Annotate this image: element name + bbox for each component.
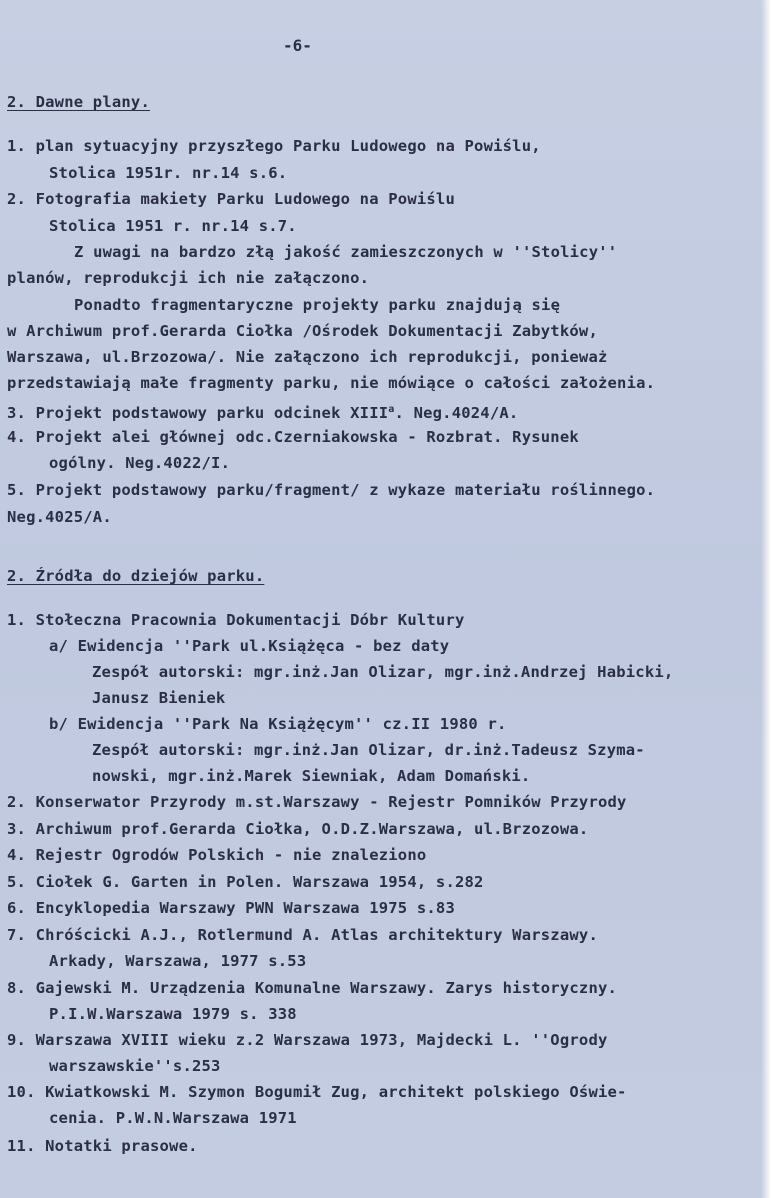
text-line: 7. Chróścicki A.J., Rotlermund A. Atlas architektury Warszawy. <box>7 926 598 944</box>
text-line: Ponadto fragmentaryczne projekty parku znajdują się <box>74 296 561 314</box>
text-line: przedstawiają małe fragmenty parku, nie mówiące o całości założenia. <box>7 374 656 392</box>
text-line: P.I.W.Warszawa 1979 s. 338 <box>49 1005 297 1023</box>
text-line: cenia. P.W.N.Warszawa 1971 <box>49 1109 297 1127</box>
text-line: Warszawa, ul.Brzozowa/. Nie załączono ich reprodukcji, ponieważ <box>7 348 608 366</box>
text-line: 11. Notatki prasowe. <box>7 1137 198 1155</box>
text-line: 2. Konserwator Przyrody m.st.Warszawy - Rejestr Pomników Przyrody <box>7 793 627 811</box>
paper-edge <box>761 0 771 1198</box>
text-line: Zespół autorski: mgr.inż.Jan Olizar, mgr.inż.Andrzej Habicki, <box>92 663 674 681</box>
text-line: Janusz Bieniek <box>92 689 226 707</box>
text-line: 4. Projekt alei głównej odc.Czerniakowska - Rozbrat. Rysunek <box>7 428 579 446</box>
text-line: 6. Encyklopedia Warszawy PWN Warszawa 1975 s.83 <box>7 899 455 917</box>
text-line: 10. Kwiatkowski M. Szymon Bogumił Zug, architekt polskiego Oświe- <box>7 1083 627 1101</box>
page-number: -6- <box>283 36 312 55</box>
text-line: planów, reprodukcji ich nie załączono. <box>7 269 370 287</box>
text-line: Stolica 1951 r. nr.14 s.7. <box>49 217 297 235</box>
text-line: a/ Ewidencja ''Park ul.Książęca - bez daty <box>49 637 450 655</box>
text-line: 1. plan sytuacyjny przyszłego Parku Ludowego na Powiślu, <box>7 137 541 155</box>
section-heading: 2. Źródła do dziejów parku. <box>7 567 265 585</box>
text-line: Neg.4025/A. <box>7 508 112 526</box>
section-heading: 2. Dawne plany. <box>7 93 150 111</box>
text-line: ogólny. Neg.4022/I. <box>49 454 231 472</box>
text-line: w Archiwum prof.Gerarda Ciołka /Ośrodek Dokumentacji Zabytków, <box>7 322 598 340</box>
text-line: 4. Rejestr Ogrodów Polskich - nie znaleziono <box>7 846 427 864</box>
text-line: 5. Ciołek G. Garten in Polen. Warszawa 1954, s.282 <box>7 873 484 891</box>
text-line: warszawskie''s.253 <box>49 1057 221 1075</box>
text-line: b/ Ewidencja ''Park Na Książęcym'' cz.II 1980 r. <box>49 715 507 733</box>
text-line: 2. Fotografia makiety Parku Ludowego na Powiślu <box>7 190 455 208</box>
text-line: Stolica 1951r. nr.14 s.6. <box>49 164 288 182</box>
text-line: 3. Projekt podstawowy parku odcinek XIII$^a$. Neg.4024/A. <box>7 404 519 422</box>
text-line: Arkady, Warszawa, 1977 s.53 <box>49 952 307 970</box>
text-line: Z uwagi na bardzo złą jakość zamieszczonych w ''Stolicy'' <box>74 243 618 261</box>
text-line: 3. Archiwum prof.Gerarda Ciołka, O.D.Z.Warszawa, ul.Brzozowa. <box>7 820 589 838</box>
text-line: 5. Projekt podstawowy parku/fragment/ z wykaze materiału roślinnego. <box>7 481 656 499</box>
text-line: 8. Gajewski M. Urządzenia Komunalne Warszawy. Zarys historyczny. <box>7 979 618 997</box>
text-line: 9. Warszawa XVIII wieku z.2 Warszawa 1973, Majdecki L. ''Ogrody <box>7 1031 608 1049</box>
text-line: Zespół autorski: mgr.inż.Jan Olizar, dr.inż.Tadeusz Szyma- <box>92 741 645 759</box>
text-line: nowski, mgr.inż.Marek Siewniak, Adam Domański. <box>92 767 531 785</box>
text-line: 1. Stołeczna Pracownia Dokumentacji Dóbr Kultury <box>7 611 465 629</box>
